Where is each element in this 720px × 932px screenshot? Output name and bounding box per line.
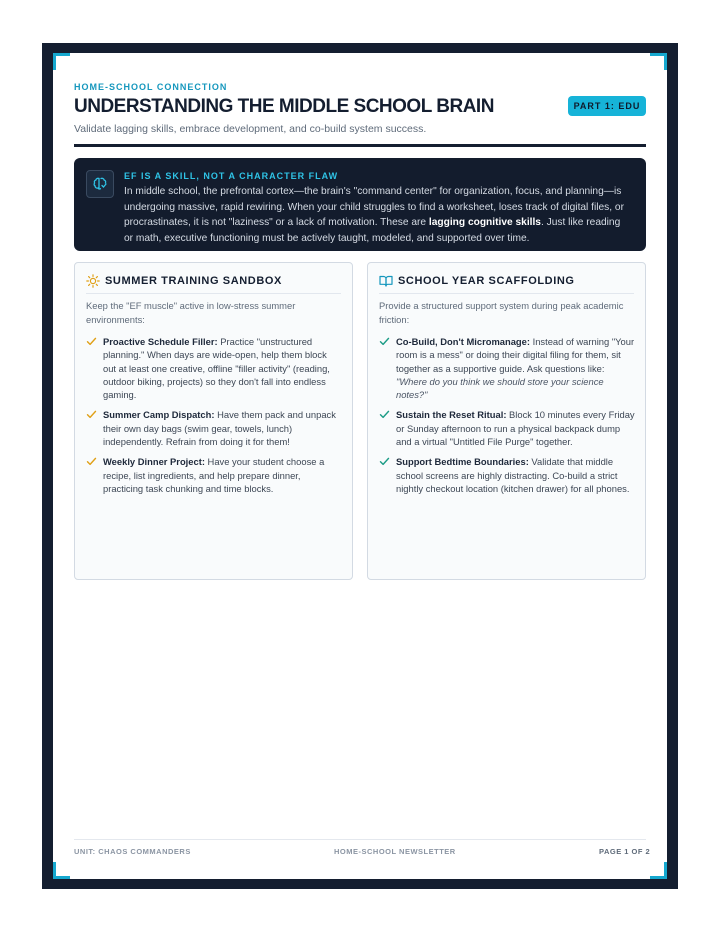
check-icon: [86, 409, 97, 420]
list-item-label: Co-Build, Don't Micromanage:: [396, 336, 530, 347]
list-item-label: Weekly Dinner Project:: [103, 456, 205, 468]
list-item-text: Instead of warning "Your room is a mess" or doing their digital filing for them, sit together as a supportive guide. Ask questions like:: [396, 336, 635, 374]
list-item-label: Support Bedtime Boundaries:: [396, 456, 529, 468]
check-icon: [86, 456, 97, 467]
summer-card-header: [86, 273, 341, 294]
summer-card: [74, 262, 353, 580]
check-icon: [379, 456, 390, 467]
callout-body-text: In middle school, the prefrontal cortex—the brain's "command center" for organization, focus, and planning—is undergoing massive, rapid rewiring. When your child struggles to find a worksheet, loses track of digital files, or procrastinates, it is not "laziness" or a lack of motivation. These are: [124, 186, 624, 228]
check-icon: [379, 409, 390, 420]
open-book-icon: [379, 274, 393, 288]
section-eyebrow: HOME-SCHOOL CONNECTION: [74, 82, 228, 92]
corner-accent-bottom-right: [650, 862, 667, 879]
list-item: [379, 408, 635, 448]
list-item-quote: "Where do you think we should store your science notes?": [396, 375, 604, 401]
title-divider: [74, 144, 646, 147]
footer-unit: UNIT: CHAOS COMMANDERS: [74, 847, 191, 856]
check-icon: [86, 336, 97, 347]
corner-accent-top-right: [650, 53, 667, 70]
list-item: [379, 335, 635, 401]
list-item-label: Sustain the Reset Ritual:: [396, 409, 507, 421]
list-item-label: Proactive Schedule Filler:: [103, 336, 218, 347]
check-icon: [379, 336, 390, 347]
footer-divider: [74, 839, 646, 840]
brain-icon: [86, 170, 114, 198]
summer-card-intro: Keep the "EF muscle" active in low-stress summer environments:: [86, 300, 296, 325]
school-card-title: SCHOOL YEAR SCAFFOLDING: [398, 275, 575, 287]
summer-card-title: SUMMER TRAINING SANDBOX: [105, 275, 282, 287]
part-badge: PART 1: EDU: [568, 96, 646, 116]
school-card-intro: Provide a structured support system during peak academic friction:: [379, 300, 624, 325]
callout-body: [124, 184, 629, 246]
page-subtitle: Validate lagging skills, embrace development, and co-build system success.: [74, 123, 427, 135]
summer-list: [86, 335, 342, 502]
list-item-text: Validate that middle school screens are highly distracting. Co-build a strict nightly checkout location (kitchen drawer) for all phones.: [396, 456, 630, 494]
callout-body-emphasis: lagging cognitive skills: [428, 217, 541, 228]
footer-page-number: PAGE 1 OF 2: [599, 847, 651, 856]
list-item-text: Have them pack and unpack their own day bags (swim gear, towels, lunch) independently. Refrain from doing it for them!: [103, 409, 336, 448]
footer-newsletter: HOME-SCHOOL NEWSLETTER: [334, 847, 456, 856]
callout-body-text-end: . Just like reading or math, executive functioning must be actively taught, modeled, and supported over time.: [124, 217, 621, 244]
ef-callout: [74, 158, 646, 251]
page-title: UNDERSTANDING THE MIDDLE SCHOOL BRAIN: [74, 96, 494, 117]
list-item: [86, 408, 342, 448]
list-item: [379, 455, 635, 495]
callout-title: EF IS A SKILL, NOT A CHARACTER FLAW: [124, 171, 339, 181]
list-item-text: Practice "unstructured planning." When days are wide-open, help them block out at least one creative, offline "filler activity" (reading, outdoor biking, projects) so they don't fall into endless gaming.: [103, 336, 330, 401]
school-card: [367, 262, 646, 580]
list-item: [86, 335, 342, 401]
corner-accent-top-left: [53, 53, 70, 70]
school-list: [379, 335, 635, 502]
sun-icon: [86, 274, 100, 288]
list-item-label: Summer Camp Dispatch:: [103, 409, 215, 421]
list-item-text: Block 10 minutes every Friday or Sunday afternoon to run a physical backpack dump and a virtual "Untitled File Purge" together.: [396, 409, 635, 448]
school-card-header: [379, 273, 634, 294]
list-item: [86, 455, 342, 495]
list-item-text: Have your student choose a recipe, list ingredients, and help prepare dinner, practicing task chunking and time blocks.: [103, 456, 325, 494]
corner-accent-bottom-left: [53, 862, 70, 879]
